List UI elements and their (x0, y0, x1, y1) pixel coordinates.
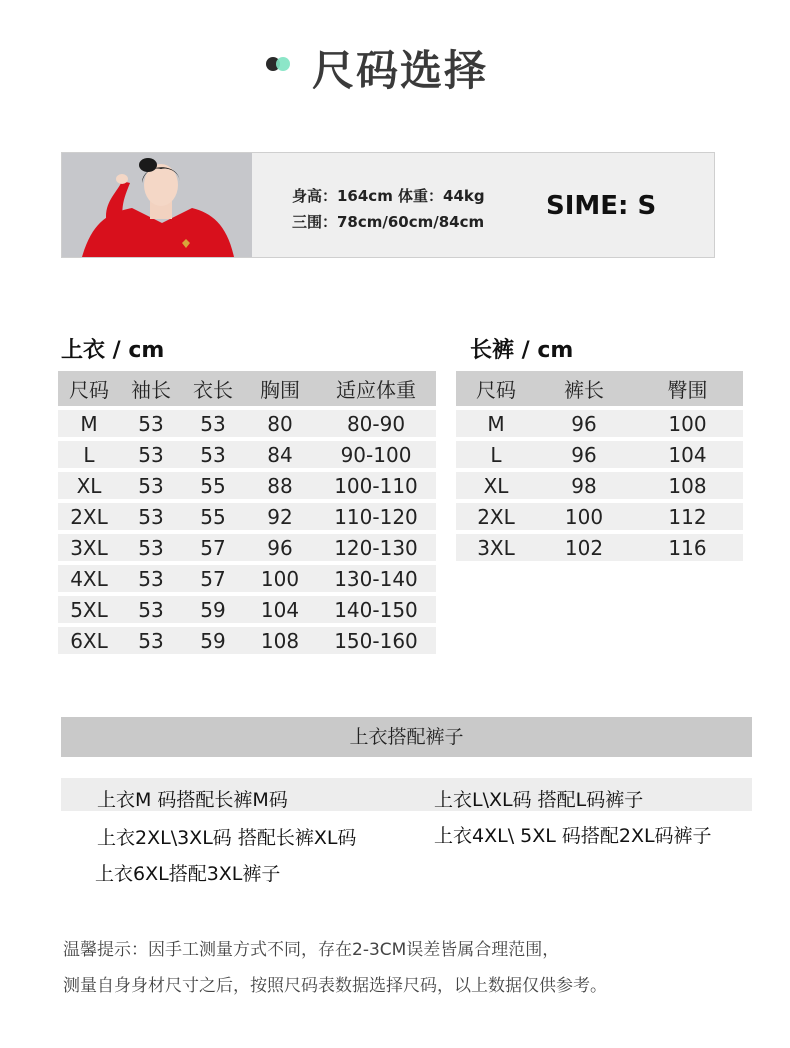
table-cell: 116 (632, 534, 743, 561)
table-cell: 53 (182, 441, 244, 468)
table-cell: 98 (536, 472, 632, 499)
table-cell: 104 (632, 441, 743, 468)
table-cell: 88 (244, 472, 316, 499)
matching-item: 上衣2XL\3XL码 搭配长裤XL码 (97, 827, 357, 849)
top-size-table (58, 367, 436, 658)
table-cell: 53 (120, 534, 182, 561)
column-header: 尺码 (456, 371, 536, 406)
page-title: 尺码选择 (312, 46, 489, 95)
table-row (58, 534, 436, 561)
table-cell: 53 (120, 627, 182, 654)
table-cell: 53 (120, 503, 182, 530)
table-cell: 57 (182, 534, 244, 561)
top-table-title: 上衣 / cm (61, 338, 165, 363)
table-cell: XL (58, 472, 120, 499)
table-cell: 55 (182, 472, 244, 499)
table-cell: 53 (120, 565, 182, 592)
table-cell: 55 (182, 503, 244, 530)
column-header: 袖长 (120, 371, 182, 406)
table-row (58, 410, 436, 437)
table-cell: 80 (244, 410, 316, 437)
tip-line-1: 温馨提示：因手工测量方式不同，存在2-3CM误差皆属合理范围， (63, 940, 560, 960)
column-header: 胸围 (244, 371, 316, 406)
column-header: 臀围 (632, 371, 743, 406)
table-cell: 102 (536, 534, 632, 561)
table-cell: 108 (244, 627, 316, 654)
table-cell: 100 (536, 503, 632, 530)
table-cell: 80-90 (316, 410, 436, 437)
pants-size-table (456, 367, 743, 565)
table-row (58, 565, 436, 592)
model-measurements: 三围：78cm/60cm/84cm (292, 213, 485, 231)
table-cell: 84 (244, 441, 316, 468)
table-cell: M (58, 410, 120, 437)
table-cell: 2XL (58, 503, 120, 530)
table-cell: L (456, 441, 536, 468)
table-row (456, 503, 743, 530)
table-cell: 53 (120, 472, 182, 499)
table-cell: 112 (632, 503, 743, 530)
model-info (292, 183, 485, 235)
table-row (58, 627, 436, 654)
table-cell: 90-100 (316, 441, 436, 468)
table-header-row (58, 371, 436, 406)
table-cell: 4XL (58, 565, 120, 592)
column-header: 衣长 (182, 371, 244, 406)
table-cell: 96 (536, 410, 632, 437)
table-cell: 120-130 (316, 534, 436, 561)
table-cell: 96 (244, 534, 316, 561)
table-header-row (456, 371, 743, 406)
table-cell: 108 (632, 472, 743, 499)
matching-item: 上衣4XL\ 5XL 码搭配2XL码裤子 (434, 825, 712, 847)
model-height-weight: 身高：164cm 体重：44kg (292, 187, 485, 205)
table-cell: 92 (244, 503, 316, 530)
table-cell: 104 (244, 596, 316, 623)
tip-line-2: 测量自身身材尺寸之后，按照尺码表数据选择尺码，以上数据仅供参考。 (63, 976, 607, 996)
table-cell: 5XL (58, 596, 120, 623)
table-row (58, 441, 436, 468)
table-cell: XL (456, 472, 536, 499)
table-cell: 96 (536, 441, 632, 468)
model-size-tag: SIME: S (546, 191, 657, 221)
table-cell: 53 (120, 596, 182, 623)
table-cell: 150-160 (316, 627, 436, 654)
matching-item: 上衣M 码搭配长裤M码 (97, 789, 288, 811)
table-row (58, 472, 436, 499)
matching-title-bar: 上衣搭配裤子 (61, 717, 752, 757)
table-row (58, 503, 436, 530)
table-row (456, 472, 743, 499)
table-row (456, 410, 743, 437)
table-cell: 2XL (456, 503, 536, 530)
table-cell: 110-120 (316, 503, 436, 530)
table-cell: 100-110 (316, 472, 436, 499)
table-row (456, 534, 743, 561)
column-header: 适应体重 (316, 371, 436, 406)
table-cell: 100 (244, 565, 316, 592)
column-header: 裤长 (536, 371, 632, 406)
table-cell: 140-150 (316, 596, 436, 623)
table-row (58, 596, 436, 623)
model-photo-illustration (62, 153, 252, 257)
table-cell: 53 (120, 441, 182, 468)
table-cell: M (456, 410, 536, 437)
table-cell: 6XL (58, 627, 120, 654)
table-cell: 59 (182, 627, 244, 654)
model-card (61, 152, 715, 258)
table-cell: 3XL (456, 534, 536, 561)
table-cell: 57 (182, 565, 244, 592)
table-cell: 53 (182, 410, 244, 437)
table-row (456, 441, 743, 468)
table-cell: 53 (120, 410, 182, 437)
title-dot-mint (276, 57, 290, 71)
table-cell: 100 (632, 410, 743, 437)
pants-table-title: 长裤 / cm (470, 338, 574, 363)
model-photo (62, 153, 252, 257)
matching-item: 上衣6XL搭配3XL裤子 (95, 863, 281, 885)
column-header: 尺码 (58, 371, 120, 406)
table-cell: 3XL (58, 534, 120, 561)
table-cell: L (58, 441, 120, 468)
table-cell: 59 (182, 596, 244, 623)
table-cell: 130-140 (316, 565, 436, 592)
matching-item: 上衣L\XL码 搭配L码裤子 (434, 789, 644, 811)
